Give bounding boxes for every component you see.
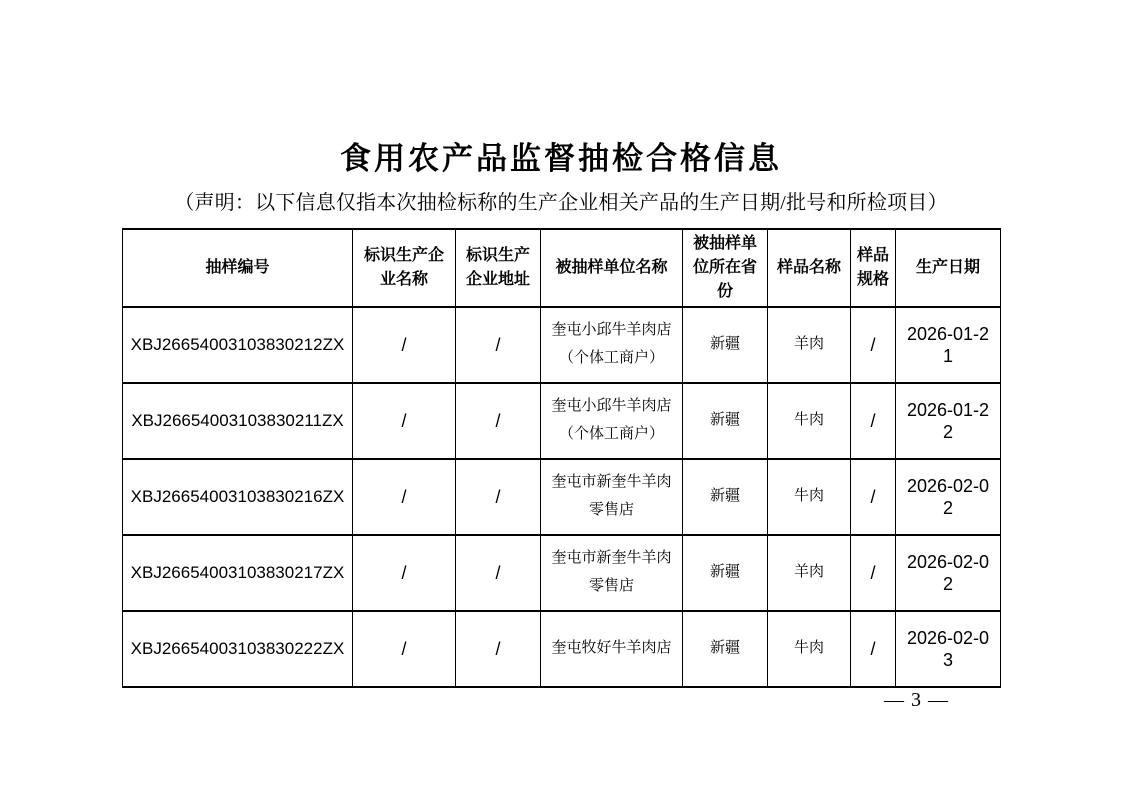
table-row xyxy=(123,535,1001,611)
production-date-text: 2026-01-21 xyxy=(906,323,990,366)
cell-province: 新疆 xyxy=(683,307,768,383)
table-row xyxy=(123,307,1001,383)
cell-production-date xyxy=(896,535,1001,611)
cell-spec: / xyxy=(851,383,896,459)
cell-maker-name: / xyxy=(353,535,456,611)
col-header-province: 被抽样单位所在省份 xyxy=(683,229,768,307)
cell-maker-address: / xyxy=(456,611,541,687)
table-row xyxy=(123,383,1001,459)
cell-maker-address: / xyxy=(456,459,541,535)
cell-sampled-unit: 奎屯牧好牛羊肉店 xyxy=(541,611,683,687)
cell-maker-address: / xyxy=(456,535,541,611)
cell-sample-id: XBJ26654003103830216ZX xyxy=(123,459,353,535)
table-row xyxy=(123,611,1001,687)
cell-spec: / xyxy=(851,535,896,611)
cell-production-date xyxy=(896,611,1001,687)
cell-production-date xyxy=(896,307,1001,383)
table-header-row xyxy=(123,229,1001,307)
cell-province: 新疆 xyxy=(683,459,768,535)
table-row xyxy=(123,459,1001,535)
col-header-maker-name: 标识生产企业名称 xyxy=(353,229,456,307)
cell-province: 新疆 xyxy=(683,383,768,459)
cell-maker-name: / xyxy=(353,383,456,459)
cell-sample-id: XBJ26654003103830211ZX xyxy=(123,383,353,459)
inspection-results-table xyxy=(122,228,1001,688)
cell-product-name: 牛肉 xyxy=(768,383,851,459)
cell-maker-name: / xyxy=(353,611,456,687)
cell-maker-name: / xyxy=(353,307,456,383)
cell-sample-id: XBJ26654003103830222ZX xyxy=(123,611,353,687)
cell-maker-address: / xyxy=(456,383,541,459)
cell-spec: / xyxy=(851,307,896,383)
cell-product-name: 羊肉 xyxy=(768,535,851,611)
col-header-maker-address: 标识生产企业地址 xyxy=(456,229,541,307)
cell-production-date xyxy=(896,459,1001,535)
cell-product-name: 牛肉 xyxy=(768,459,851,535)
col-header-spec: 样品规格 xyxy=(851,229,896,307)
production-date-text: 2026-02-02 xyxy=(906,475,990,518)
production-date-text: 2026-01-22 xyxy=(906,399,990,442)
cell-spec: / xyxy=(851,611,896,687)
page-title: 食用农产品监督抽检合格信息 xyxy=(340,141,782,176)
cell-sampled-unit: 奎屯小邱牛羊肉店（个体工商户） xyxy=(541,383,683,459)
cell-product-name: 羊肉 xyxy=(768,307,851,383)
production-date-text: 2026-02-03 xyxy=(906,627,990,670)
cell-spec: / xyxy=(851,459,896,535)
page-number: — 3 — xyxy=(884,689,949,711)
cell-maker-name: / xyxy=(353,459,456,535)
production-date-text: 2026-02-02 xyxy=(906,551,990,594)
cell-province: 新疆 xyxy=(683,535,768,611)
col-header-product-name: 样品名称 xyxy=(768,229,851,307)
cell-product-name: 牛肉 xyxy=(768,611,851,687)
col-header-sample-id: 抽样编号 xyxy=(123,229,353,307)
cell-sampled-unit: 奎屯市新奎牛羊肉零售店 xyxy=(541,459,683,535)
cell-sampled-unit: 奎屯小邱牛羊肉店（个体工商户） xyxy=(541,307,683,383)
cell-production-date xyxy=(896,383,1001,459)
cell-sample-id: XBJ26654003103830217ZX xyxy=(123,535,353,611)
cell-sampled-unit: 奎屯市新奎牛羊肉零售店 xyxy=(541,535,683,611)
col-header-sampled-unit: 被抽样单位名称 xyxy=(541,229,683,307)
cell-maker-address: / xyxy=(456,307,541,383)
disclaimer-text: （声明：以下信息仅指本次抽检标称的生产企业相关产品的生产日期/批号和所检项目） xyxy=(174,192,948,214)
cell-sample-id: XBJ26654003103830212ZX xyxy=(123,307,353,383)
cell-province: 新疆 xyxy=(683,611,768,687)
col-header-production-date: 生产日期 xyxy=(896,229,1001,307)
